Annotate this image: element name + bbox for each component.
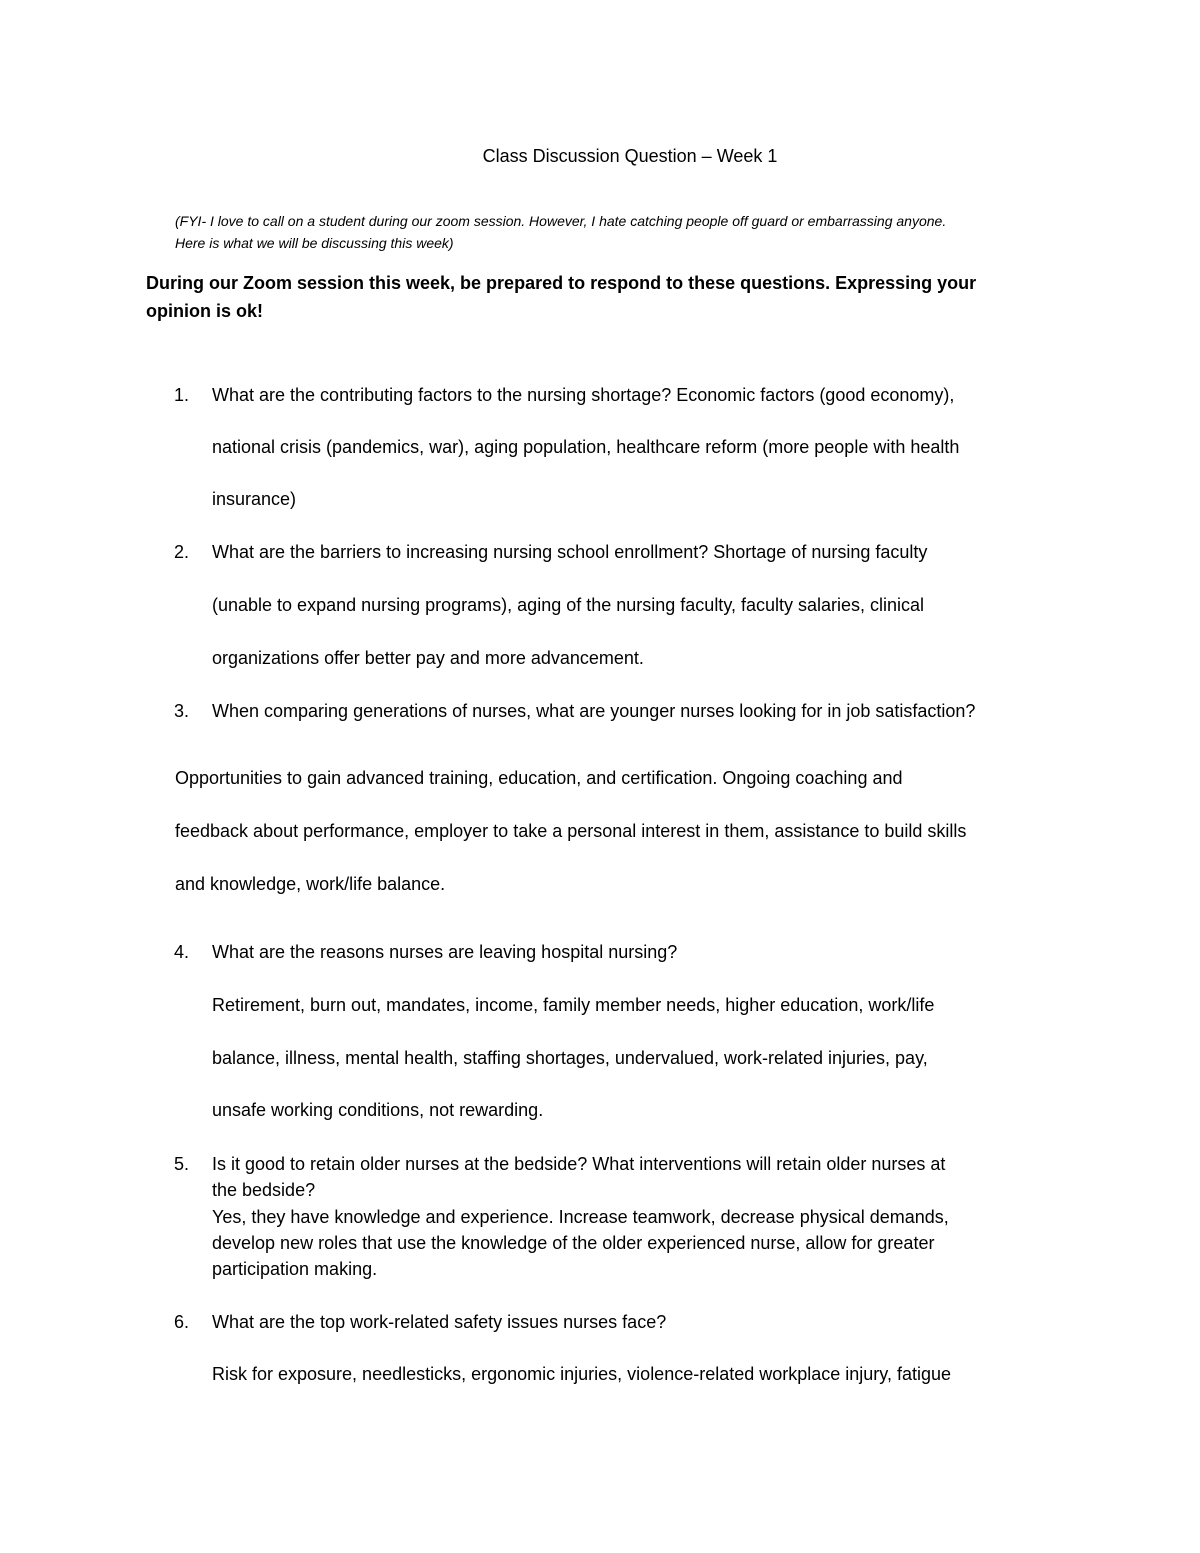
question-2-line: (unable to expand nursing programs), aging of the nursing faculty, faculty salaries, clinical <box>212 595 925 615</box>
question-1-line: insurance) <box>212 489 297 509</box>
question-1-line: What are the contributing factors to the nursing shortage? Economic factors (good economy), <box>212 385 955 405</box>
fyi-note-line: (FYI- I love to call on a student during our zoom session. However, I hate catching people off guard or embarrassing anyone. <box>175 213 947 229</box>
question-3-answer-line: Opportunities to gain advanced training, education, and certification. Ongoing coaching and <box>175 768 903 788</box>
intro-instruction-line: During our Zoom session this week, be prepared to respond to these questions. Expressing your <box>146 273 977 293</box>
question-6-number: 6. <box>174 1312 190 1332</box>
question-5-line: Is it good to retain older nurses at the bedside? What interventions will retain older nurses at <box>212 1154 946 1174</box>
question-4-answer-line: balance, illness, mental health, staffing shortages, undervalued, work-related injuries, pay, <box>212 1048 928 1068</box>
question-4-line: What are the reasons nurses are leaving hospital nursing? <box>212 942 678 962</box>
question-5-answer-line: Yes, they have knowledge and experience. Increase teamwork, decrease physical demands, <box>212 1207 949 1227</box>
question-5-answer-line: participation making. <box>212 1259 378 1279</box>
question-5-answer-line: develop new roles that use the knowledge of the older experienced nurse, allow for greater <box>212 1233 935 1253</box>
question-4-answer-line: Retirement, burn out, mandates, income, family member needs, higher education, work/life <box>212 995 935 1015</box>
question-2-number: 2. <box>174 542 190 562</box>
question-5-number: 5. <box>174 1154 190 1174</box>
fyi-note-line: Here is what we will be discussing this week) <box>175 235 454 251</box>
question-2-line: organizations offer better pay and more advancement. <box>212 648 644 668</box>
intro-instruction-line: opinion is ok! <box>146 301 263 321</box>
question-1-line: national crisis (pandemics, war), aging population, healthcare reform (more people with health <box>212 437 960 457</box>
question-3-answer-line: and knowledge, work/life balance. <box>175 874 446 894</box>
question-6-answer-line: Risk for exposure, needlesticks, ergonomic injuries, violence-related workplace injury, fatigue <box>212 1364 952 1384</box>
question-1-number: 1. <box>174 385 190 405</box>
question-3-line: When comparing generations of nurses, what are younger nurses looking for in job satisfaction? <box>212 701 976 721</box>
question-6-line: What are the top work-related safety issues nurses face? <box>212 1312 667 1332</box>
question-2-line: What are the barriers to increasing nursing school enrollment? Shortage of nursing faculty <box>212 542 928 562</box>
page-title: Class Discussion Question – Week 1 <box>482 146 778 166</box>
question-4-answer-line: unsafe working conditions, not rewarding. <box>212 1100 544 1120</box>
question-5-line: the bedside? <box>212 1180 316 1200</box>
question-3-answer-line: feedback about performance, employer to take a personal interest in them, assistance to build skills <box>175 821 967 841</box>
question-4-number: 4. <box>174 942 190 962</box>
question-3-number: 3. <box>174 701 190 721</box>
